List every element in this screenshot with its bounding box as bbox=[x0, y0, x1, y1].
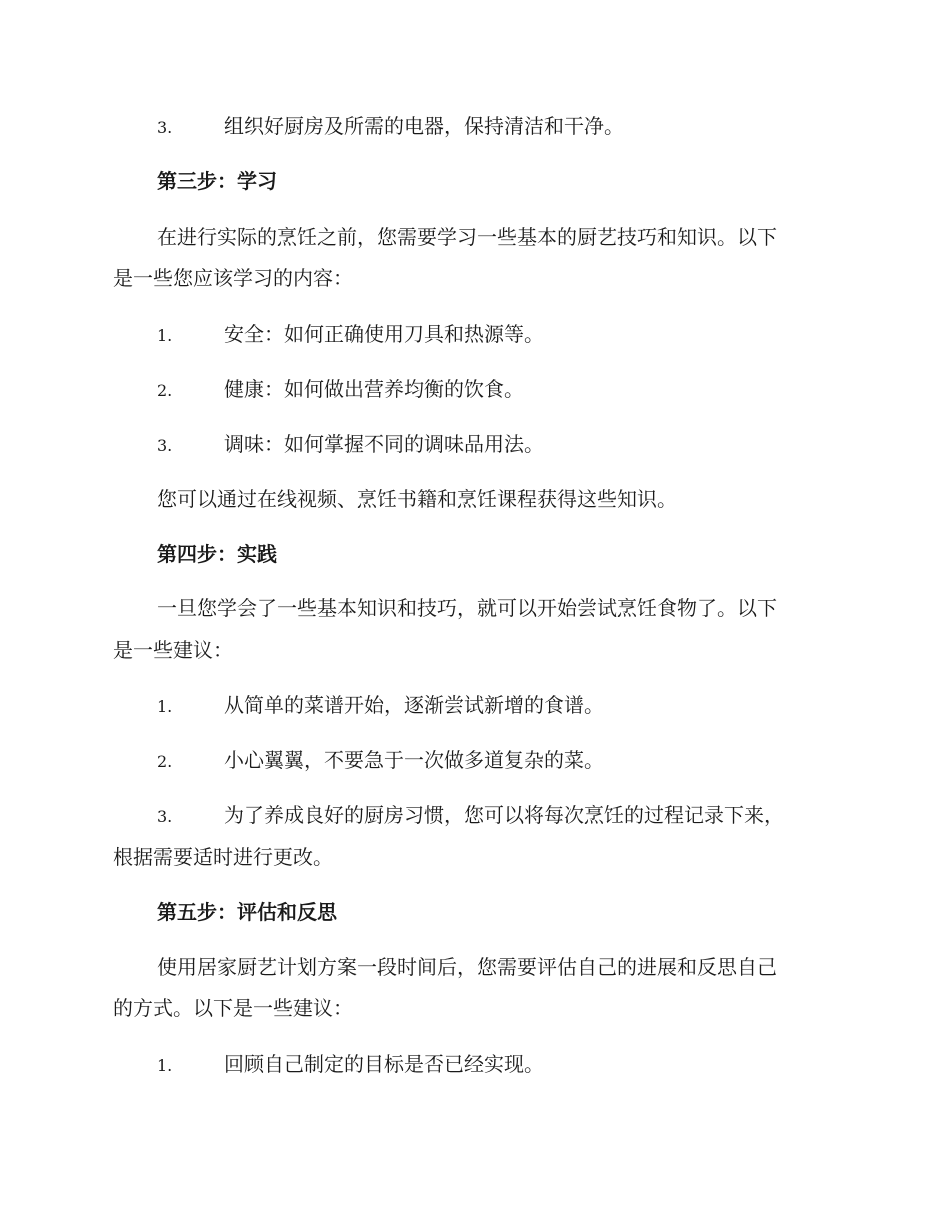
paragraph-line: 一旦您学会了一些基本知识和技巧，就可以开始尝试烹饪食物了。以下 bbox=[157, 596, 777, 620]
list-number: 3. bbox=[157, 118, 173, 137]
list-number: 3. bbox=[157, 807, 173, 826]
section-heading-step4: 第四步：实践 bbox=[157, 542, 277, 566]
list-number: 2. bbox=[157, 752, 173, 771]
list-item-text: 健康：如何做出营养均衡的饮食。 bbox=[224, 377, 524, 401]
list-number: 3. bbox=[157, 436, 173, 455]
section-heading-step5: 第五步：评估和反思 bbox=[157, 900, 337, 924]
list-item-text: 安全：如何正确使用刀具和热源等。 bbox=[224, 322, 544, 346]
paragraph-line: 使用居家厨艺计划方案一段时间后，您需要评估自己的进展和反思自己 bbox=[157, 955, 777, 979]
paragraph-line: 是一些您应该学习的内容： bbox=[113, 266, 353, 290]
paragraph-line: 的方式。以下是一些建议： bbox=[113, 996, 353, 1020]
list-number: 1. bbox=[157, 326, 173, 345]
section-heading-step3: 第三步：学习 bbox=[157, 169, 277, 193]
paragraph-line: 是一些建议： bbox=[113, 638, 233, 662]
list-item-text: 从简单的菜谱开始，逐渐尝试新增的食谱。 bbox=[224, 693, 604, 717]
list-item-text: 为了养成良好的厨房习惯，您可以将每次烹饪的过程记录下来， bbox=[224, 803, 784, 827]
list-item-text: 回顾自己制定的目标是否已经实现。 bbox=[224, 1052, 544, 1076]
paragraph-line: 在进行实际的烹饪之前，您需要学习一些基本的厨艺技巧和知识。以下 bbox=[157, 225, 777, 249]
list-item-text: 小心翼翼，不要急于一次做多道复杂的菜。 bbox=[224, 748, 604, 772]
list-item-text: 调味：如何掌握不同的调味品用法。 bbox=[224, 432, 544, 456]
list-number: 2. bbox=[157, 381, 173, 400]
list-number: 1. bbox=[157, 697, 173, 716]
list-item-text: 组织好厨房及所需的电器，保持清洁和干净。 bbox=[224, 114, 624, 138]
paragraph-line: 您可以通过在线视频、烹饪书籍和烹饪课程获得这些知识。 bbox=[157, 487, 677, 511]
list-item-continuation: 根据需要适时进行更改。 bbox=[113, 845, 333, 869]
list-number: 1. bbox=[157, 1056, 173, 1075]
